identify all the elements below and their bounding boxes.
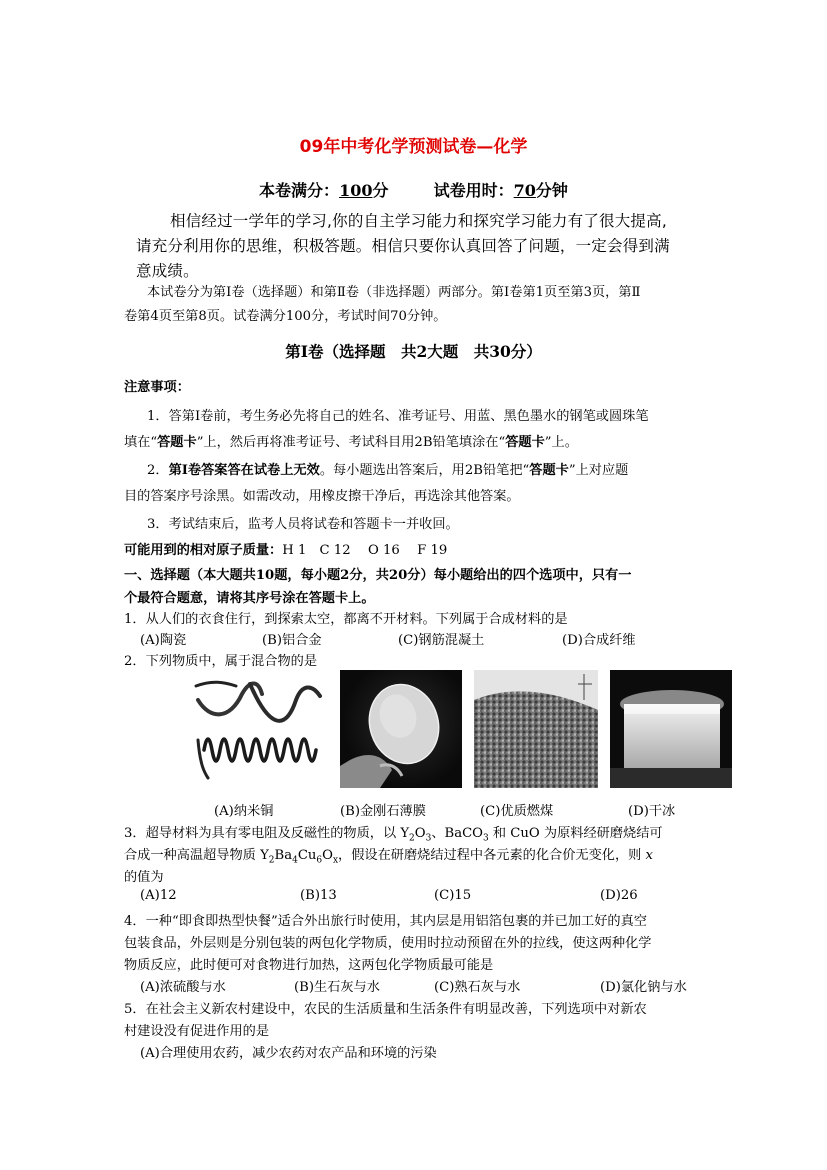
question-4-option-d: (D)氯化钠与水: [600, 980, 687, 995]
attention-item1-line2: 填在“答题卡”上，然后再将准考证号、考试科目用2B铅笔填涂在“答题卡”上。: [124, 435, 578, 450]
attention-item2-line2: 目的答案序号涂黑。如需改动，用橡皮擦干净后，再选涂其他答案。: [124, 489, 520, 504]
full-score-label: 本卷满分：: [259, 181, 340, 200]
question-5-stem-line1: 5．在社会主义新农村建设中，农民的生活质量和生活条件有明显改善，下列选项中对新农: [124, 1002, 647, 1017]
dry-ice-image: [610, 670, 732, 788]
nano-copper-image: [190, 670, 330, 788]
atomic-mass-values: H 1 C 12 O 16 F 19: [282, 543, 448, 558]
question-4-option-b: (B)生石灰与水: [294, 980, 380, 995]
coal-pile-image: [474, 670, 598, 788]
intro-line-1: 相信经过一学年的学习,你的自主学习能力和探究学习能力有了很大提高,: [170, 212, 667, 230]
question-3-option-c: (C)15: [434, 888, 472, 903]
question-2-option-d: (D)干冰: [628, 804, 676, 819]
question-4-option-c: (C)熟石灰与水: [434, 980, 521, 995]
section1-line1: 一、选择题（本大题共10题，每小题2分，共20分）每小题给出的四个选项中，只有一: [124, 568, 632, 583]
time-label: 试卷用时：: [433, 181, 514, 200]
answer-card-term: 答题卡: [157, 435, 197, 450]
question-4-stem-line2: 包装食品，外层则是分别包装的两包化学物质，使用时拉动预留在外的拉线，使这两种化学: [124, 936, 652, 951]
intro-line-3: 意成绩。: [136, 262, 199, 280]
attention-item3: 3．考试结束后，监考人员将试卷和答题卡一并收回。: [147, 517, 459, 532]
intro-line-2: 请充分利用你的思维，积极答题。相信只要你认真回答了问题，一定会得到满: [136, 237, 670, 255]
page-title: 09年中考化学预测试卷—化学: [299, 137, 528, 157]
full-score-value: 100: [339, 181, 373, 200]
question-4-stem-line3: 物质反应，此时便可对食物进行加热，这两包化学物质最可能是: [124, 958, 494, 973]
question-3-option-a: (A)12: [140, 888, 177, 903]
question-1-option-d: (D)合成纤维: [562, 633, 636, 648]
question-3-stem-line1: 3．超导材料为具有零电阻及反磁性的物质，以 $Y_2O_3$、BaCO$_3$ 和 CuO 为原料经研磨烧结可: [124, 826, 663, 844]
score-line: [0, 178, 827, 201]
question-3-option-b: (B)13: [300, 888, 337, 903]
note-line-1: 本试卷分为第Ⅰ卷（选择题）和第Ⅱ卷（非选择题）两部分。第Ⅰ卷第1页至第3页，第Ⅱ: [147, 285, 641, 300]
atomic-mass-label: 可能用到的相对原子质量：: [124, 543, 283, 558]
part1-heading: 第Ⅰ卷（选择题 共2大题 共30分）: [285, 342, 542, 361]
question-1-option-a: (A)陶瓷: [140, 633, 187, 648]
invalid-answer-warning: 第Ⅰ卷答案答在试卷上无效: [168, 463, 320, 478]
question-3-stem-line2: 合成一种高温超导物质 $Y_2Ba_4Cu_6O_x$，假设在研磨烧结过程中各元素的化合价无变化，则 x: [124, 848, 653, 866]
question-1-option-c: (C)钢筋混凝土: [398, 633, 485, 648]
question-2-option-a: (A)纳米铜: [214, 804, 274, 819]
question-2-option-b: (B)金刚石薄膜: [340, 804, 426, 819]
answer-card-term: 答题卡: [505, 435, 545, 450]
section1-line2: 个最符合题意，请将其序号涂在答题卡上。: [124, 591, 375, 606]
question-3-stem-line3: 的值为: [124, 870, 164, 885]
question-4-stem-line1: 4．一种“即食即热型快餐”适合外出旅行时使用，其内层是用铝箔包裹的并已加工好的真空: [124, 914, 647, 929]
answer-card-term: 答题卡: [529, 463, 569, 478]
question-1-option-b: (B)铝合金: [262, 633, 322, 648]
question-3-option-d: (D)26: [600, 888, 638, 903]
time-unit: 分钟: [535, 181, 568, 200]
diamond-film-image: [340, 670, 462, 788]
full-score-unit: 分: [372, 181, 389, 200]
question-1-stem: 1．从人们的衣食住行，到探索太空，都离不开材料。下列属于合成材料的是: [124, 612, 568, 627]
question-4-option-a: (A)浓硫酸与水: [140, 980, 226, 995]
note-line-2: 卷第4页至第8页。试卷满分100分，考试时间70分钟。: [124, 309, 447, 324]
question-5-stem-line2: 村建设没有促进作用的是: [124, 1024, 270, 1039]
time-value: 70: [513, 181, 536, 200]
question-2-stem: 2．下列物质中，属于混合物的是: [124, 654, 318, 669]
question-5-option-a: (A)合理使用农药，减少农药对农产品和环境的污染: [140, 1046, 437, 1061]
attention-item2-line1: 2．第Ⅰ卷答案答在试卷上无效。每小题选出答案后，用2B铅笔把“答题卡”上对应题: [147, 463, 629, 478]
attention-heading: 注意事项：: [124, 380, 190, 395]
atomic-mass-line: [124, 539, 447, 558]
attention-item1-line1: 1．答第Ⅰ卷前，考生务必先将自己的姓名、准考证号、用蓝、黑色墨水的钢笔或圆珠笔: [147, 409, 649, 424]
question-2-option-c: (C)优质燃煤: [480, 804, 554, 819]
